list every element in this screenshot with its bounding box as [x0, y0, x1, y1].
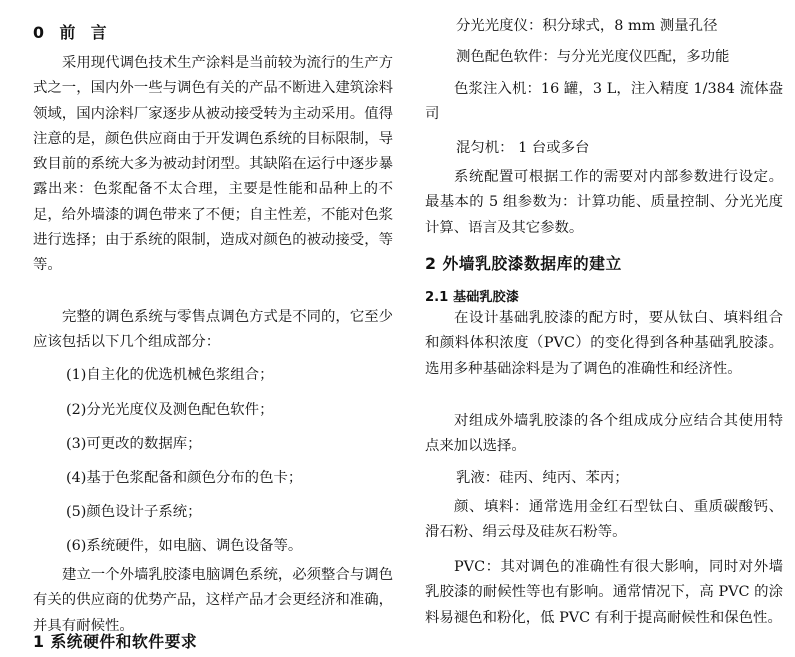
base-paint-paragraph: 在设计基础乳胶漆的配方时，要从钛白、填料组合和颜料体积浓度（PVC）的变化得到各种基础乳胶漆。选用多种基础涂料是为了调色的准确性和经济性。	[425, 310, 783, 377]
list-item-5: (5)颜色设计子系统；	[66, 504, 202, 520]
list-item-4: (4)基于色浆配备和颜色分布的色卡；	[66, 470, 303, 486]
spec-spectrophotometer: 分光光度仪：积分球式，8 mm 测量孔径	[456, 18, 718, 34]
spec-software: 测色配色软件：与分光光度仪匹配，多功能	[456, 49, 730, 65]
spec-colorant-dispenser: 色浆注入机：16 罐，3 L，注入精度 1/384 流体盎司	[425, 81, 783, 123]
section-0-heading: 0 前 言	[33, 23, 112, 42]
list-item-1: (1)自主化的优选机械色浆组合；	[66, 367, 274, 383]
spec-mixer: 混匀机： 1 台或多台	[456, 140, 590, 156]
component-selection-paragraph: 对组成外墙乳胶漆的各个组成成分应结合其使用特点来加以选择。	[425, 413, 783, 455]
section-1-heading: 1 系统硬件和软件要求	[33, 632, 198, 651]
section-2-heading: 2 外墙乳胶漆数据库的建立	[425, 254, 622, 273]
list-item-6: (6)系统硬件，如电脑、调色设备等。	[66, 538, 303, 554]
list-item-3: (3)可更改的数据库；	[66, 436, 202, 452]
section-2-1-heading: 2.1 基础乳胶漆	[425, 290, 519, 305]
pvc-paragraph: PVC：其对调色的准确性有很大影响，同时对外墙乳胶漆的耐候性等也有影响。通常情况下，高 PVC 的涂料易褪色和粉化，低 PVC 有利于提高耐候性和保色性。	[425, 559, 783, 626]
list-item-2: (2)分光光度仪及测色配色软件；	[66, 402, 274, 418]
emulsion-line: 乳液：硅丙、纯丙、苯丙；	[456, 470, 629, 486]
intro-paragraph-2: 完整的调色系统与零售点调色方式是不同的，它至少应该包括以下几个组成部分：	[33, 309, 393, 351]
config-paragraph: 系统配置可根据工作的需要对内部参数进行设定。最基本的 5 组参数为：计算功能、质量控制、分光光度计算、语言及其它参数。	[425, 169, 783, 236]
intro-paragraph-1: 采用现代调色技术生产涂料是当前较为流行的生产方式之一，国内外一些与调色有关的产品不断进入建筑涂料领域，国内涂料厂家逐步从被动接受转为主动采用。值得注意的是，颜色供应商由于开发调色系统的目标限制，导致目前的系统大多为被动封闭型。其缺陷在运行中逐步暴露出来：色浆配备不太合理，主要是性能和品种上的不足，给外墙漆的调色带来了不便；自主性差，不能对色浆进行选择；由于系统的限制，造成对颜色的被动接受，等等。	[33, 55, 393, 274]
pigments-paragraph: 颜、填料：通常选用金红石型钛白、重质碳酸钙、滑石粉、绢云母及硅灰石粉等。	[425, 499, 783, 541]
intro-paragraph-3: 建立一个外墙乳胶漆电脑调色系统，必须整合与调色有关的供应商的优势产品，这样产品才会更经济和准确，并具有耐候性。	[33, 567, 393, 634]
